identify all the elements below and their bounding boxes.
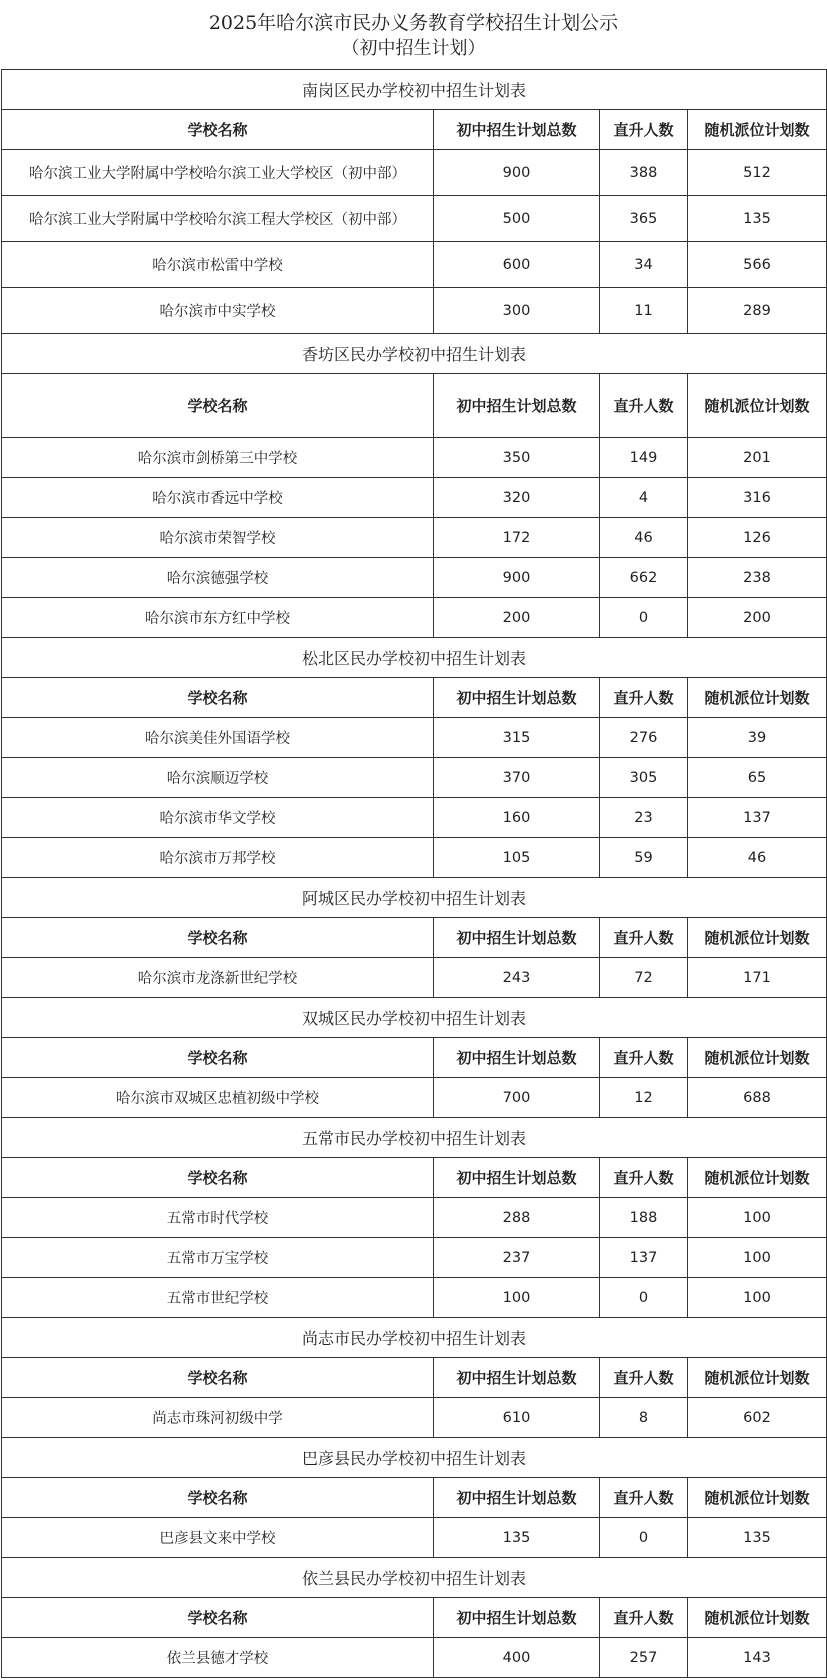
- school-name-cell: 哈尔滨市华文学校: [2, 798, 434, 838]
- random-count-cell: 135: [688, 196, 827, 242]
- column-header-row: [2, 110, 827, 150]
- header-school-name: 学校名称: [2, 678, 434, 718]
- plan-total-cell: 700: [434, 1078, 600, 1118]
- document-title: 2025年哈尔滨市民办义务教育学校招生计划公示: [208, 12, 619, 34]
- header-plan-total: 初中招生计划总数: [434, 678, 600, 718]
- school-name-cell: 五常市万宝学校: [2, 1238, 434, 1278]
- header-random-count: 随机派位计划数: [688, 110, 827, 150]
- school-name-cell: 尚志市珠河初级中学: [2, 1398, 434, 1438]
- column-header-row: [2, 1158, 827, 1198]
- header-random-count: 随机派位计划数: [688, 678, 827, 718]
- direct-count-cell: 662: [600, 558, 688, 598]
- school-name-cell: 哈尔滨市中实学校: [2, 288, 434, 334]
- plan-total-cell: 300: [434, 288, 600, 334]
- direct-count-cell: 59: [600, 838, 688, 878]
- school-name-cell: 哈尔滨顺迈学校: [2, 758, 434, 798]
- plan-total-cell: 243: [434, 958, 600, 998]
- header-school-name: 学校名称: [2, 918, 434, 958]
- random-count-cell: 39: [688, 718, 827, 758]
- plan-total-cell: 600: [434, 242, 600, 288]
- random-count-cell: 137: [688, 798, 827, 838]
- column-header-row: [2, 374, 827, 438]
- table-row: [2, 150, 827, 196]
- section-title: 双城区民办学校初中招生计划表: [2, 998, 827, 1038]
- plan-total-cell: 105: [434, 838, 600, 878]
- plan-total-cell: 200: [434, 598, 600, 638]
- random-count-cell: 688: [688, 1078, 827, 1118]
- plan-total-cell: 135: [434, 1518, 600, 1558]
- plan-total-cell: 900: [434, 150, 600, 196]
- section-title-row: [2, 998, 827, 1038]
- section-title: 阿城区民办学校初中招生计划表: [2, 878, 827, 918]
- column-header-row: [2, 1598, 827, 1638]
- section-title: 南岗区民办学校初中招生计划表: [2, 70, 827, 110]
- random-count-cell: 602: [688, 1398, 827, 1438]
- column-header-row: [2, 1038, 827, 1078]
- school-name-cell: 哈尔滨美佳外国语学校: [2, 718, 434, 758]
- table-row: [2, 1638, 827, 1678]
- direct-count-cell: 0: [600, 598, 688, 638]
- header-plan-total: 初中招生计划总数: [434, 918, 600, 958]
- section-title-row: [2, 70, 827, 110]
- plan-total-cell: 400: [434, 1638, 600, 1678]
- direct-count-cell: 188: [600, 1198, 688, 1238]
- random-count-cell: 200: [688, 598, 827, 638]
- direct-count-cell: 23: [600, 798, 688, 838]
- header-random-count: 随机派位计划数: [688, 1158, 827, 1198]
- direct-count-cell: 276: [600, 718, 688, 758]
- header-school-name: 学校名称: [2, 110, 434, 150]
- header-direct-count: 直升人数: [600, 1358, 688, 1398]
- direct-count-cell: 149: [600, 438, 688, 478]
- direct-count-cell: 365: [600, 196, 688, 242]
- section-title: 尚志市民办学校初中招生计划表: [2, 1318, 827, 1358]
- column-header-row: [2, 678, 827, 718]
- document-subtitle: （初中招生计划）: [341, 38, 486, 59]
- header-direct-count: 直升人数: [600, 1038, 688, 1078]
- header-random-count: 随机派位计划数: [688, 1478, 827, 1518]
- direct-count-cell: 11: [600, 288, 688, 334]
- plan-total-cell: 237: [434, 1238, 600, 1278]
- header-random-count: 随机派位计划数: [688, 918, 827, 958]
- direct-count-cell: 8: [600, 1398, 688, 1438]
- direct-count-cell: 388: [600, 150, 688, 196]
- header-plan-total: 初中招生计划总数: [434, 374, 600, 438]
- plan-total-cell: 350: [434, 438, 600, 478]
- table-row: [2, 518, 827, 558]
- random-count-cell: 100: [688, 1278, 827, 1318]
- section-title: 依兰县民办学校初中招生计划表: [2, 1558, 827, 1598]
- section-title-row: [2, 334, 827, 374]
- random-count-cell: 143: [688, 1638, 827, 1678]
- random-count-cell: 100: [688, 1198, 827, 1238]
- direct-count-cell: 46: [600, 518, 688, 558]
- random-count-cell: 289: [688, 288, 827, 334]
- direct-count-cell: 305: [600, 758, 688, 798]
- random-count-cell: 201: [688, 438, 827, 478]
- header-direct-count: 直升人数: [600, 678, 688, 718]
- plan-total-cell: 172: [434, 518, 600, 558]
- header-school-name: 学校名称: [2, 374, 434, 438]
- header-plan-total: 初中招生计划总数: [434, 1478, 600, 1518]
- table-row: [2, 438, 827, 478]
- header-plan-total: 初中招生计划总数: [434, 110, 600, 150]
- header-direct-count: 直升人数: [600, 918, 688, 958]
- header-direct-count: 直升人数: [600, 374, 688, 438]
- enrollment-plan-table: [1, 69, 827, 1678]
- section-title-row: [2, 1558, 827, 1598]
- header-school-name: 学校名称: [2, 1038, 434, 1078]
- table-row: [2, 798, 827, 838]
- plan-total-cell: 100: [434, 1278, 600, 1318]
- school-name-cell: 哈尔滨市荣智学校: [2, 518, 434, 558]
- random-count-cell: 100: [688, 1238, 827, 1278]
- section-title: 香坊区民办学校初中招生计划表: [2, 334, 827, 374]
- header-direct-count: 直升人数: [600, 1158, 688, 1198]
- table-row: [2, 1198, 827, 1238]
- header-random-count: 随机派位计划数: [688, 1598, 827, 1638]
- direct-count-cell: 12: [600, 1078, 688, 1118]
- document-title-block: [0, 0, 827, 68]
- header-random-count: 随机派位计划数: [688, 374, 827, 438]
- header-plan-total: 初中招生计划总数: [434, 1038, 600, 1078]
- direct-count-cell: 137: [600, 1238, 688, 1278]
- header-school-name: 学校名称: [2, 1478, 434, 1518]
- school-name-cell: 五常市时代学校: [2, 1198, 434, 1238]
- table-row: [2, 718, 827, 758]
- table-row: [2, 558, 827, 598]
- direct-count-cell: 257: [600, 1638, 688, 1678]
- direct-count-cell: 34: [600, 242, 688, 288]
- table-row: [2, 838, 827, 878]
- table-row: [2, 1278, 827, 1318]
- header-random-count: 随机派位计划数: [688, 1038, 827, 1078]
- school-name-cell: 哈尔滨市剑桥第三中学校: [2, 438, 434, 478]
- section-title: 五常市民办学校初中招生计划表: [2, 1118, 827, 1158]
- school-name-cell: 哈尔滨市东方红中学校: [2, 598, 434, 638]
- table-row: [2, 242, 827, 288]
- direct-count-cell: 0: [600, 1518, 688, 1558]
- random-count-cell: 316: [688, 478, 827, 518]
- school-name-cell: 五常市世纪学校: [2, 1278, 434, 1318]
- table-row: [2, 1078, 827, 1118]
- table-row: [2, 196, 827, 242]
- header-direct-count: 直升人数: [600, 1598, 688, 1638]
- column-header-row: [2, 1358, 827, 1398]
- header-school-name: 学校名称: [2, 1158, 434, 1198]
- header-direct-count: 直升人数: [600, 110, 688, 150]
- column-header-row: [2, 918, 827, 958]
- school-name-cell: 哈尔滨工业大学附属中学校哈尔滨工程大学校区（初中部）: [2, 196, 434, 242]
- plan-total-cell: 610: [434, 1398, 600, 1438]
- plan-total-cell: 160: [434, 798, 600, 838]
- table-row: [2, 478, 827, 518]
- school-name-cell: 哈尔滨市龙涤新世纪学校: [2, 958, 434, 998]
- random-count-cell: 566: [688, 242, 827, 288]
- header-school-name: 学校名称: [2, 1598, 434, 1638]
- table-row: [2, 758, 827, 798]
- table-row: [2, 598, 827, 638]
- table-row: [2, 958, 827, 998]
- random-count-cell: 171: [688, 958, 827, 998]
- section-title-row: [2, 1318, 827, 1358]
- section-title-row: [2, 878, 827, 918]
- section-title: 松北区民办学校初中招生计划表: [2, 638, 827, 678]
- table-row: [2, 1238, 827, 1278]
- plan-total-cell: 370: [434, 758, 600, 798]
- direct-count-cell: 72: [600, 958, 688, 998]
- header-random-count: 随机派位计划数: [688, 1358, 827, 1398]
- table-row: [2, 1398, 827, 1438]
- section-title-row: [2, 638, 827, 678]
- school-name-cell: 巴彦县文来中学校: [2, 1518, 434, 1558]
- direct-count-cell: 0: [600, 1278, 688, 1318]
- school-name-cell: 依兰县德才学校: [2, 1638, 434, 1678]
- header-plan-total: 初中招生计划总数: [434, 1598, 600, 1638]
- header-plan-total: 初中招生计划总数: [434, 1358, 600, 1398]
- plan-total-cell: 900: [434, 558, 600, 598]
- random-count-cell: 46: [688, 838, 827, 878]
- random-count-cell: 65: [688, 758, 827, 798]
- school-name-cell: 哈尔滨市双城区忠植初级中学校: [2, 1078, 434, 1118]
- random-count-cell: 135: [688, 1518, 827, 1558]
- table-row: [2, 1518, 827, 1558]
- random-count-cell: 512: [688, 150, 827, 196]
- table-row: [2, 288, 827, 334]
- school-name-cell: 哈尔滨德强学校: [2, 558, 434, 598]
- section-title-row: [2, 1118, 827, 1158]
- section-title-row: [2, 1438, 827, 1478]
- plan-total-cell: 500: [434, 196, 600, 242]
- header-school-name: 学校名称: [2, 1358, 434, 1398]
- random-count-cell: 126: [688, 518, 827, 558]
- plan-total-cell: 320: [434, 478, 600, 518]
- plan-total-cell: 315: [434, 718, 600, 758]
- section-title: 巴彦县民办学校初中招生计划表: [2, 1438, 827, 1478]
- school-name-cell: 哈尔滨工业大学附属中学校哈尔滨工业大学校区（初中部）: [2, 150, 434, 196]
- random-count-cell: 238: [688, 558, 827, 598]
- plan-total-cell: 288: [434, 1198, 600, 1238]
- header-direct-count: 直升人数: [600, 1478, 688, 1518]
- school-name-cell: 哈尔滨市松雷中学校: [2, 242, 434, 288]
- header-plan-total: 初中招生计划总数: [434, 1158, 600, 1198]
- school-name-cell: 哈尔滨市万邦学校: [2, 838, 434, 878]
- direct-count-cell: 4: [600, 478, 688, 518]
- column-header-row: [2, 1478, 827, 1518]
- school-name-cell: 哈尔滨市香远中学校: [2, 478, 434, 518]
